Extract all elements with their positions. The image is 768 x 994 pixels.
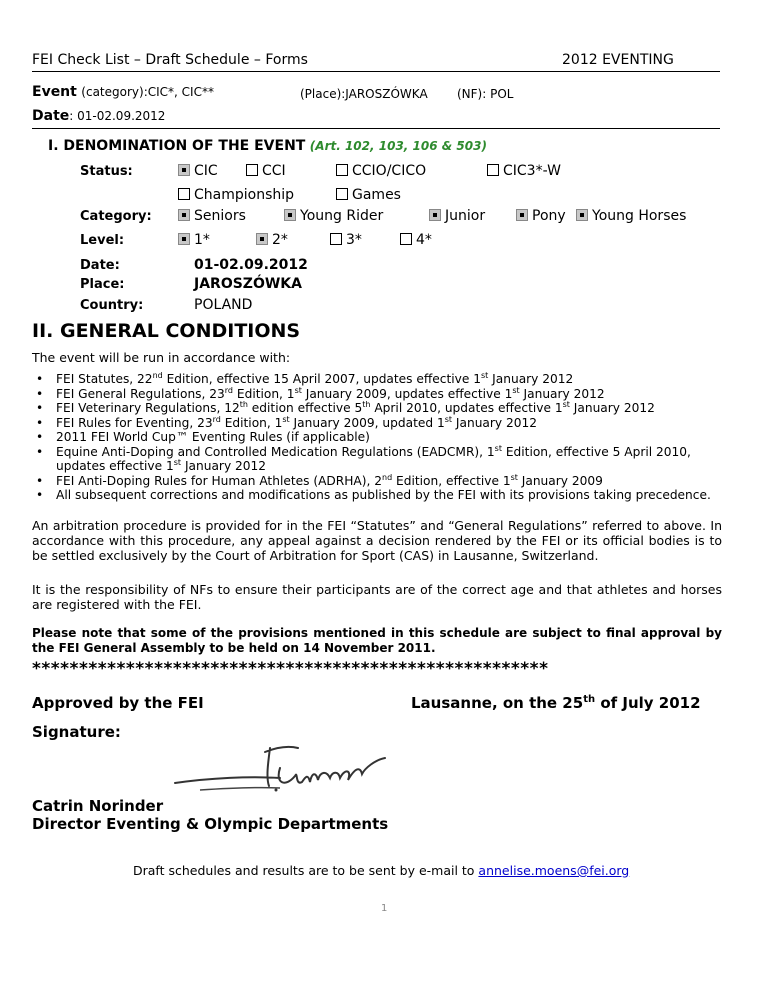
header-rule bbox=[32, 71, 720, 72]
arbitration-paragraph: An arbitration procedure is provided for in the FEI “Statutes” and “General Regulations” referred to above. In accordance with this procedure, any appeal against a decision rendered by the FEI or its official bodies is to be settled exclusively by the Court of Arbitration for Sport (CAS) in Lausanne, Switzerland. bbox=[32, 518, 722, 563]
lausanne-date: Lausanne, on the 25th of July 2012 bbox=[411, 694, 701, 712]
page-number: 1 bbox=[381, 903, 388, 914]
list-item: • FEI Rules for Eventing, 23rd Edition, 1st January 2009, updated 1st January 2012 bbox=[32, 416, 722, 431]
status-opt-ccio[interactable]: CCIO/CICO bbox=[336, 163, 426, 179]
category-label: Category: bbox=[80, 209, 152, 224]
section2-intro: The event will be run in accordance with: bbox=[32, 350, 291, 365]
event-nf: (NF): POL bbox=[457, 87, 514, 101]
header-left: FEI Check List – Draft Schedule – Forms bbox=[32, 52, 308, 68]
level-opt-4[interactable]: 4* bbox=[400, 232, 432, 248]
category-opt-young-rider[interactable]: Young Rider bbox=[284, 208, 383, 224]
level-label: Level: bbox=[80, 233, 125, 248]
section2-title: II. GENERAL CONDITIONS bbox=[32, 320, 301, 342]
checkbox-checked-icon[interactable] bbox=[576, 209, 588, 221]
email-link[interactable]: annelise.moens@fei.org bbox=[478, 863, 630, 878]
level-opt-3[interactable]: 3* bbox=[330, 232, 362, 248]
event-date-line bbox=[32, 108, 165, 124]
date-value: 01-02.09.2012 bbox=[194, 257, 308, 273]
date-label: Date: bbox=[80, 258, 120, 273]
level-opt-1[interactable]: 1* bbox=[178, 232, 210, 248]
list-item: • FEI Statutes, 22nd Edition, effective 15 April 2007, updates effective 1st January 2012 bbox=[32, 372, 722, 387]
checkbox-icon[interactable] bbox=[178, 188, 190, 200]
place-label: Place: bbox=[80, 277, 125, 292]
stars-divider: ******************************************************* bbox=[32, 659, 549, 679]
list-item: • All subsequent corrections and modifications as published by the FEI with its provisions taking precedence. bbox=[32, 488, 722, 503]
header-right: 2012 EVENTING bbox=[562, 52, 674, 68]
list-item: • Equine Anti-Doping and Controlled Medication Regulations (EADCMR), 1st Edition, effective 5 April 2010, updates effective 1st January 2012 bbox=[32, 445, 722, 474]
approved-by: Approved by the FEI bbox=[32, 694, 204, 712]
checkbox-icon[interactable] bbox=[487, 164, 499, 176]
checkbox-checked-icon[interactable] bbox=[256, 233, 268, 245]
event-line bbox=[32, 84, 214, 100]
signature-image bbox=[170, 738, 400, 798]
event-label: Event bbox=[32, 84, 77, 100]
note-paragraph: Please note that some of the provisions mentioned in this schedule are subject to final approval by the FEI General Assembly to be held on 14 November 2011. bbox=[32, 626, 722, 655]
checkbox-icon[interactable] bbox=[336, 164, 348, 176]
footer-text: Draft schedules and results are to be sent by e-mail to annelise.moens@fei.org bbox=[133, 863, 630, 878]
status-opt-cic[interactable]: CIC bbox=[178, 163, 218, 179]
place-value: JAROSZÓWKA bbox=[194, 276, 302, 292]
list-item: • FEI General Regulations, 23rd Edition, 1st January 2009, updates effective 1st January 2012 bbox=[32, 387, 722, 402]
signatory-title: Director Eventing & Olympic Departments bbox=[32, 815, 389, 833]
category-opt-young-horses[interactable]: Young Horses bbox=[576, 208, 686, 224]
event-rule bbox=[32, 128, 720, 129]
list-item: • FEI Veterinary Regulations, 12th edition effective 5th April 2010, updates effective 1st January 2012 bbox=[32, 401, 722, 416]
signature-label: Signature: bbox=[32, 723, 121, 741]
status-opt-championship[interactable]: Championship bbox=[178, 187, 294, 203]
checkbox-checked-icon[interactable] bbox=[429, 209, 441, 221]
section1-title: I. DENOMINATION OF THE EVENT bbox=[48, 138, 306, 154]
list-item: • 2011 FEI World Cup™ Eventing Rules (if applicable) bbox=[32, 430, 722, 445]
category-opt-junior[interactable]: Junior bbox=[429, 208, 485, 224]
section1-heading bbox=[48, 138, 487, 154]
status-opt-games[interactable]: Games bbox=[336, 187, 401, 203]
checkbox-icon[interactable] bbox=[400, 233, 412, 245]
level-opt-2[interactable]: 2* bbox=[256, 232, 288, 248]
category-opt-seniors[interactable]: Seniors bbox=[178, 208, 246, 224]
checkbox-icon[interactable] bbox=[336, 188, 348, 200]
checkbox-checked-icon[interactable] bbox=[516, 209, 528, 221]
event-date-value: : 01-02.09.2012 bbox=[69, 109, 166, 123]
regulations-list bbox=[32, 372, 722, 503]
status-opt-cic3w[interactable]: CIC3*-W bbox=[487, 163, 561, 179]
category-opt-pony[interactable]: Pony bbox=[516, 208, 566, 224]
responsibility-paragraph: It is the responsibility of NFs to ensure their participants are of the correct age and that athletes and horses are registered with the FEI. bbox=[32, 582, 722, 612]
checkbox-checked-icon[interactable] bbox=[178, 209, 190, 221]
country-value: POLAND bbox=[194, 297, 253, 313]
checkbox-checked-icon[interactable] bbox=[284, 209, 296, 221]
event-date-label: Date bbox=[32, 108, 70, 124]
event-category: (category):CIC*, CIC** bbox=[81, 85, 214, 99]
checkbox-icon[interactable] bbox=[246, 164, 258, 176]
checkbox-icon[interactable] bbox=[330, 233, 342, 245]
country-label: Country: bbox=[80, 298, 144, 313]
event-place: (Place):JAROSZÓWKA bbox=[300, 87, 428, 101]
status-opt-cci[interactable]: CCI bbox=[246, 163, 286, 179]
checkbox-checked-icon[interactable] bbox=[178, 233, 190, 245]
section1-articles: (Art. 102, 103, 106 & 503) bbox=[309, 139, 487, 153]
signatory-name: Catrin Norinder bbox=[32, 797, 164, 815]
checkbox-checked-icon[interactable] bbox=[178, 164, 190, 176]
list-item: • FEI Anti-Doping Rules for Human Athletes (ADRHA), 2nd Edition, effective 1st January 2009 bbox=[32, 474, 722, 489]
status-label: Status: bbox=[80, 164, 133, 179]
